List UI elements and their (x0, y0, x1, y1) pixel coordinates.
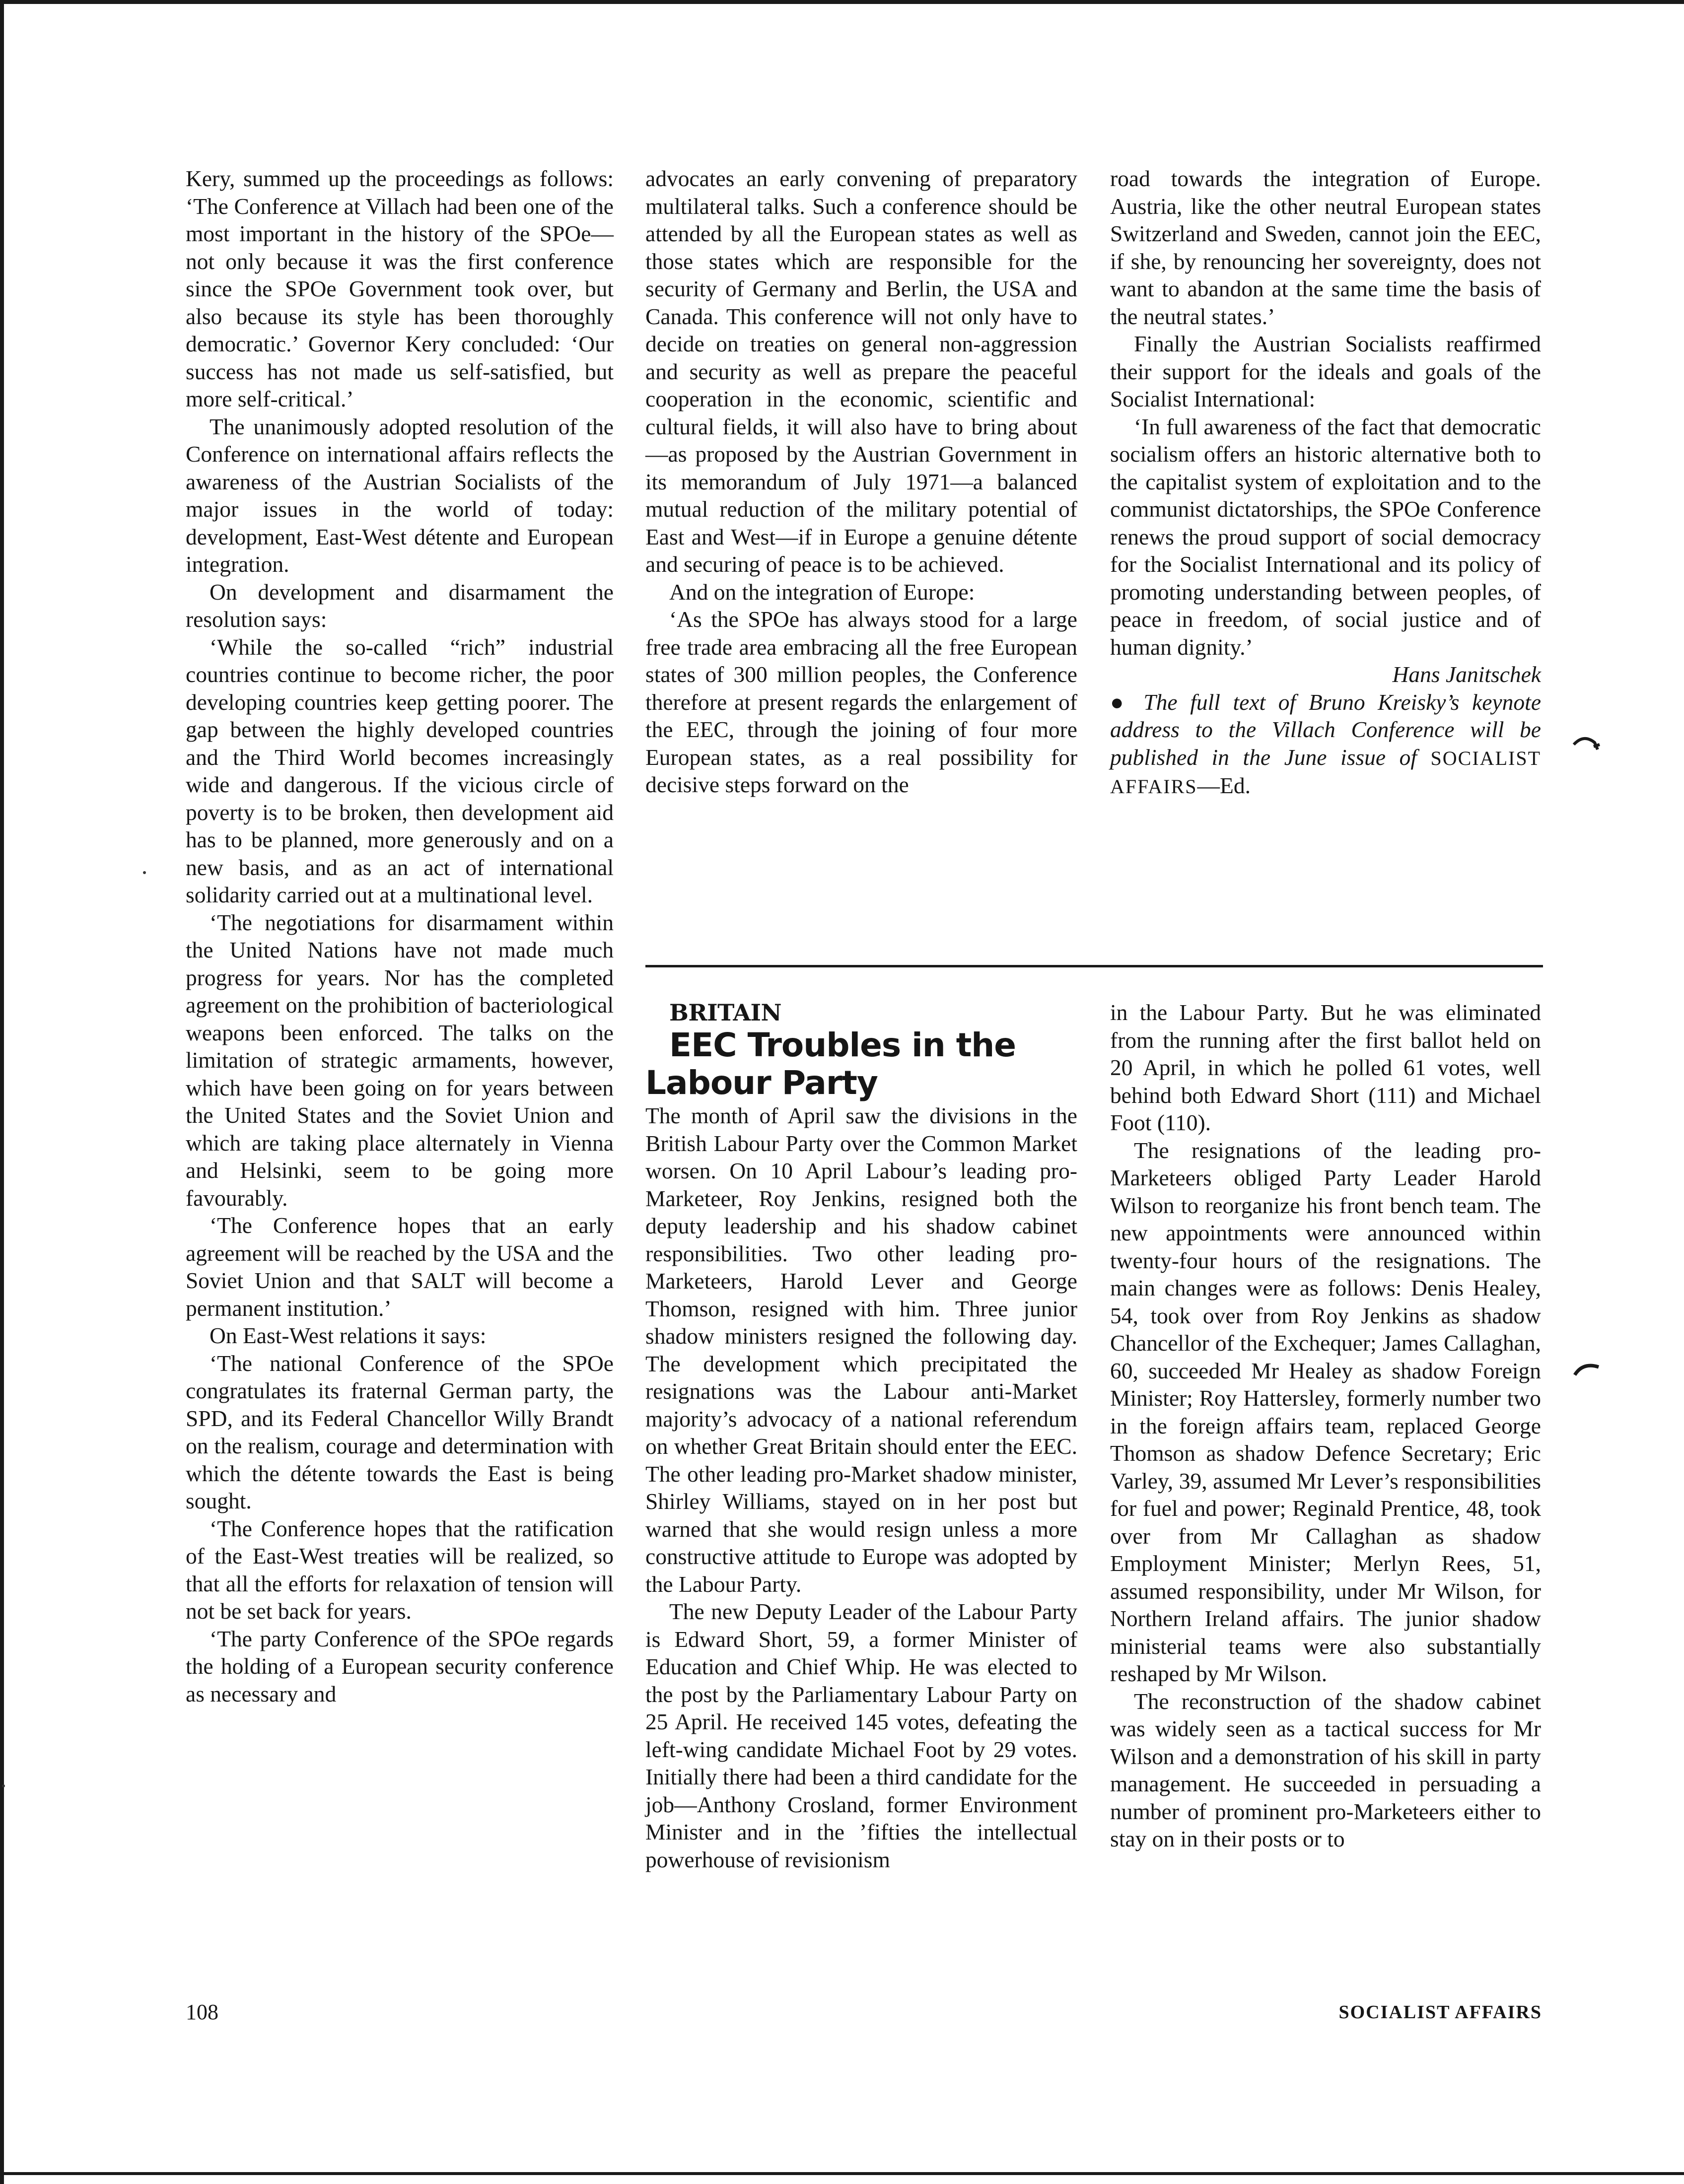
paragraph: Finally the Austrian Socialists reaffirmed their support for the ideals and goals of the Socialist International: (1110, 331, 1541, 411)
article-britain-left (645, 999, 1077, 1873)
paragraph: On development and disarmament the resolution says: (186, 579, 614, 632)
note-end: —Ed. (1197, 773, 1251, 798)
note-publication: SOCIALIST AFFAIRS (1110, 747, 1541, 798)
paragraph: The new Deputy Leader of the Labour Party is Edward Short, 59, a former Minister of Education and Chief Whip. He was elected to the post by the Parliamentary Labour Party on 25 April. He received 145 votes, defeating the left-wing candidate Michael Foot by 29 votes. Initially there had been a third candidate for the job—Anthony Crosland, former Environment Minister and in the ’fifties the intellectual powerhouse of revisionism (645, 1599, 1077, 1872)
section-divider (645, 965, 1543, 967)
article-headline: EEC Troubles in the Labour Party (645, 1026, 1016, 1102)
paragraph: The month of April saw the divisions in the British Labour Party over the Common Market worsen. On 10 April Labour’s leading pro-Marketeer, Roy Jenkins, resigned both the deputy leadership and his shadow cabinet responsibilities. Two other leading pro-Marketeers, Harold Lever and George Thomson, resigned with him. Three junior shadow ministers resigned the following day. The development which precipitated the resignations was the Labour anti-Market majority’s advocacy of a national referendum on whether Great Britain should enter the EEC. The other leading pro-Market shadow minister, Shirley Williams, stayed on in her post but warned that she would resign unless a more constructive attitude to Europe was adopted by the Labour Party. (645, 1103, 1077, 1597)
column-left (186, 165, 614, 1707)
paragraph: The resignations of the leading pro-Marketeers obliged Party Leader Harold Wilson to reorganize his front bench team. The new appointments were announced within twenty-four hours of the resignations. The main changes were as follows: Denis Healey, 54, took over from Roy Jenkins as shadow Chancellor of the Exchequer; James Callaghan, 60, succeeded Mr Healey as shadow Foreign Minister; Roy Hattersley, formerly number two in the foreign affairs team, replaced George Thomson as shadow Defence Secretary; Eric Varley, 39, assumed Mr Lever’s responsibilities for fuel and power; Reginald Prentice, 48, took over from Mr Callaghan as shadow Employment Minister; Merlyn Rees, 51, assumed responsibility, under Mr Wilson, for Northern Ireland affairs. The junior shadow ministerial teams were also substantially reshaped by Mr Wilson. (1110, 1137, 1541, 1686)
paragraph: ‘The national Conference of the SPOe congratulates its fraternal German party, the SPD, and its Federal Chancellor Willy Brandt on the realism, courage and determination with which the détente towards the East is being sought. (186, 1350, 614, 1513)
paragraph: The reconstruction of the shadow cabinet was widely seen as a tactical success for Mr Wilson and a demonstration of his skill in party management. He succeeded in persuading a number of prominent pro-Marketeers either to stay on in their posts or to (1110, 1688, 1541, 1851)
paragraph: On East-West relations it says: (210, 1323, 487, 1348)
paragraph: ‘The negotiations for disarmament within the United Nations have not made much progress for years. Nor has the completed agreement on the prohibition of bacteriological weapons been enforced. The talks on the limitation of strategic armaments, however, which have been going on for years between the United States and the Soviet Union and which are taking place alternately in Vienna and Helsinki, seem to be going more favourably. (186, 909, 614, 1211)
paragraph: advocates an early convening of preparatory multilateral talks. Such a conference should be attended by all the European states as well as those states which are responsible for the security of Germany and Berlin, the USA and Canada. This conference will not only have to decide on treaties on general non-aggression and security as well as prepare the peaceful cooperation in the economic, scientific and cultural fields, it will also have to bring about—as proposed by the Austrian Government in its memorandum of July 1971—a balanced mutual reduction of the military potential of East and West—if in Europe a genuine détente and securing of peace is to be achieved. (645, 166, 1077, 577)
note-text: The full text of Bruno Kreisky’s keynote address to the Villach Conference will be published in the June issue of (1110, 689, 1542, 770)
margin-mark-icon (1569, 1355, 1609, 1385)
author-signature: Hans Janitschek (1392, 662, 1541, 687)
scan-speck (143, 871, 146, 874)
paragraph: ‘The Conference hopes that the ratification of the East-West treaties will be realized, so that all the efforts for relaxation of tension will not be set back for years. (186, 1515, 614, 1624)
paragraph: road towards the integration of Europe. Austria, like the other neutral European states Switzerland and Sweden, cannot join the EEC, if she, by renouncing her sovereignty, does not want to abandon at the same time the basis of the neutral states.’ (1110, 166, 1541, 329)
column-right (1110, 165, 1541, 801)
paragraph: Kery, summed up the proceedings as follows: ‘The Conference at Villach had been one of the most important in the history of the SPOe—not only because it was the first conference since the SPOe Government took over, but also because its style has been thoroughly democratic.’ Governor Kery concluded: ‘Our success has not made us self-satisfied, but more self-critical.’ (186, 166, 614, 411)
paragraph: ‘While the so-called “rich” industrial countries continue to become richer, the poor developing countries keep getting poorer. The gap between the highly developed countries and the Third World becomes increasingly wide and dangerous. If the vicious circle of poverty is to be broken, then development aid has to be planned, more generously and on a new basis, and as an act of international solidarity carried out at a multinational level. (186, 634, 614, 907)
bottom-border (0, 2172, 1684, 2175)
running-footer: SOCIALIST AFFAIRS (1338, 2002, 1542, 2023)
margin-mark-icon (1569, 730, 1609, 759)
section-kicker: BRITAIN (669, 999, 782, 1026)
paragraph: And on the integration of Europe: (669, 579, 975, 605)
scan-speck (2, 1784, 5, 1787)
bullet-icon: ● (1110, 689, 1131, 715)
paragraph: in the Labour Party. But he was eliminated from the running after the first ballot held on 20 April, in which he polled 61 votes, well behind both Edward Short (111) and Michael Foot (110). (1110, 1000, 1541, 1135)
paragraph: The unanimously adopted resolution of the Conference on international affairs reflects the awareness of the Austrian Socialists of the major issues in the world of today: development, East-West détente and European integration. (186, 413, 614, 577)
paragraph: ‘In full awareness of the fact that democratic socialism offers an historic alternative both to the capitalist system of exploitation and to the communist dictatorships, the SPOe Conference renews the proud support of social democracy for the Socialist International and its policy of promoting understanding between peoples, of peace in freedom, of social justice and of human dignity.’ (1110, 413, 1541, 660)
column-middle (645, 165, 1077, 799)
paragraph: ‘The Conference hopes that an early agreement will be reached by the USA and the Soviet Union and that SALT will become a permanent institution.’ (186, 1213, 614, 1321)
editor-note (1110, 688, 1541, 801)
paragraph: ‘The party Conference of the SPOe regards the holding of a European security conference as necessary and (186, 1626, 614, 1706)
article-britain-right (1110, 999, 1541, 1853)
paragraph: ‘As the SPOe has always stood for a large free trade area embracing all the free European states of 300 million peoples, the Conference therefore at present regards the enlargement of the EEC, through the joining of four more European states, as a real possibility for decisive steps forward on the (645, 607, 1077, 797)
page-number: 108 (186, 2000, 218, 2024)
